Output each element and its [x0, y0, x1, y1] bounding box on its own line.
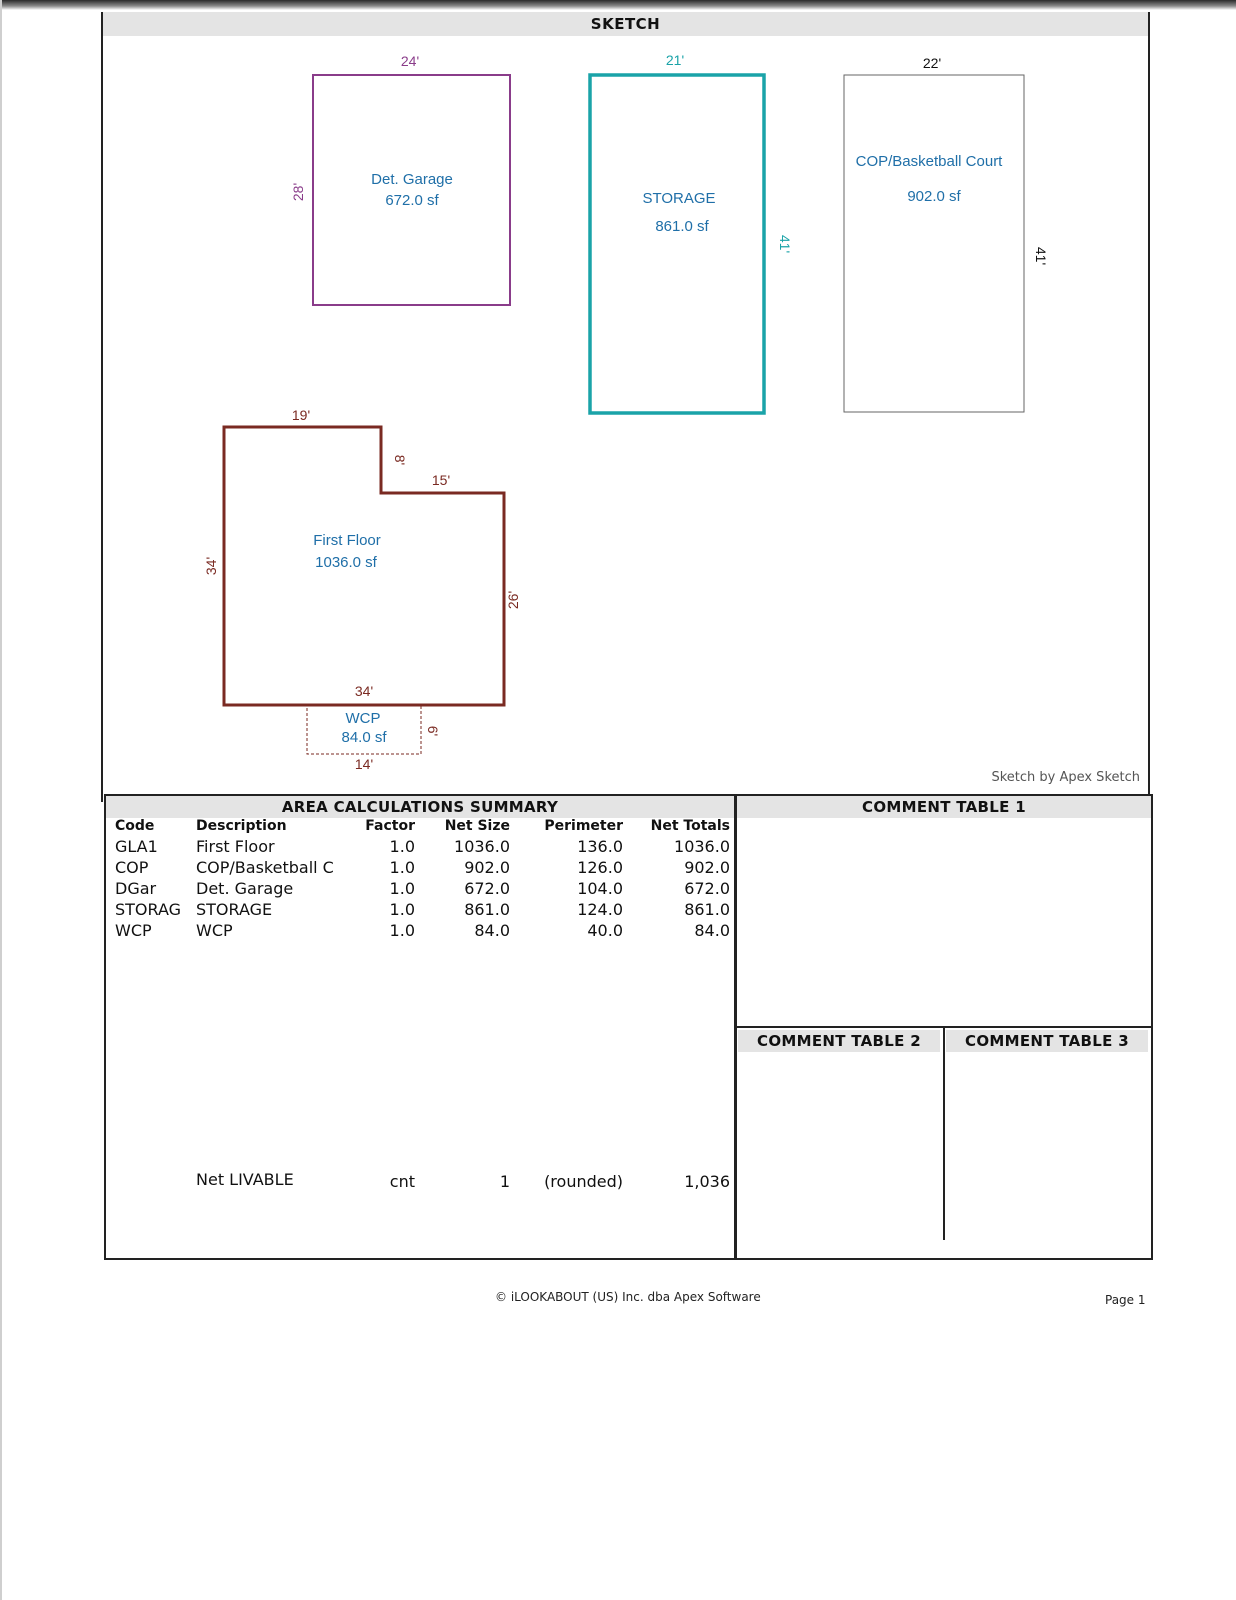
- row-factor: 1.0: [389, 837, 415, 856]
- row-factor: 1.0: [389, 921, 415, 940]
- cop-width-label: 22': [922, 55, 942, 71]
- net-livable-label: Net LIVABLE: [196, 1170, 294, 1189]
- row-net-total: 84.0: [694, 921, 730, 940]
- storage-outline: [590, 75, 764, 413]
- col-net-size: Net Size: [444, 818, 510, 834]
- row-net-size: 672.0: [464, 879, 510, 898]
- wcp-depth-label: 6': [425, 725, 441, 737]
- first-floor-bottom-label: 34': [354, 683, 374, 699]
- row-factor: 1.0: [389, 900, 415, 919]
- first-floor-notch-label: 8': [392, 454, 408, 466]
- garage-area: [290, 53, 510, 305]
- first-floor-right-label: 26': [505, 590, 521, 610]
- sketch-title: SKETCH: [103, 12, 1148, 36]
- row-code: STORAG: [115, 900, 182, 919]
- garage-name-label: Det. Garage: [371, 171, 453, 188]
- col-code: Code: [115, 818, 155, 834]
- footer-page-number: Page 1: [1105, 1293, 1146, 1307]
- net-livable-cnt-label: cnt: [389, 1172, 415, 1191]
- first-floor-name-label: First Floor: [313, 532, 381, 549]
- storage-width-label: 21': [665, 52, 685, 68]
- row-net-total: 1036.0: [674, 837, 730, 856]
- row-net-size: 861.0: [464, 900, 510, 919]
- area-table-title: AREA CALCULATIONS SUMMARY: [106, 796, 734, 818]
- net-livable-total: 1,036: [684, 1172, 730, 1191]
- row-description: First Floor: [196, 837, 275, 856]
- col-perimeter: Perimeter: [544, 818, 623, 834]
- row-description: Det. Garage: [196, 879, 294, 898]
- row-net-total: 861.0: [684, 900, 730, 919]
- row-perimeter: 136.0: [577, 837, 623, 856]
- garage-width-label: 24': [400, 53, 420, 69]
- col-net-totals: Net Totals: [650, 818, 730, 834]
- cop-area: [844, 55, 1049, 412]
- row-net-total: 672.0: [684, 879, 730, 898]
- net-livable-rounded: (rounded): [544, 1172, 623, 1191]
- first-floor-area-label: 1036.0 sf: [315, 554, 377, 571]
- first-floor-area: [203, 407, 521, 705]
- storage-area: [590, 52, 793, 413]
- first-floor-top-label: 19': [291, 407, 311, 423]
- row-description: WCP: [196, 921, 233, 940]
- row-perimeter: 40.0: [587, 921, 623, 940]
- row-description: COP/Basketball C: [196, 858, 334, 877]
- comment-divider-vertical: [943, 1026, 945, 1240]
- row-code: WCP: [115, 921, 152, 940]
- sketch-credit: Sketch by Apex Sketch: [991, 770, 1140, 785]
- cop-name-label: COP/Basketball Court: [855, 153, 1003, 170]
- cop-area-label: 902.0 sf: [907, 188, 961, 205]
- col-factor: Factor: [365, 818, 415, 834]
- garage-outline: [313, 75, 510, 305]
- garage-depth-label: 28': [290, 182, 306, 202]
- cop-outline: [844, 75, 1024, 412]
- cop-depth-label: 41': [1033, 246, 1049, 266]
- col-description: Description: [196, 818, 287, 834]
- first-floor-left-label: 34': [203, 556, 219, 576]
- row-factor: 1.0: [389, 858, 415, 877]
- wcp-area-label: 84.0 sf: [341, 729, 387, 746]
- row-description: STORAGE: [196, 900, 273, 919]
- row-code: GLA1: [115, 837, 158, 856]
- comment-table-2-title: COMMENT TABLE 2: [738, 1030, 940, 1052]
- row-net-size: 902.0: [464, 858, 510, 877]
- wcp-name-label: WCP: [345, 710, 381, 727]
- comment-table-3-title: COMMENT TABLE 3: [946, 1030, 1148, 1052]
- wcp-width-label: 14': [354, 756, 374, 772]
- row-net-size: 1036.0: [454, 837, 510, 856]
- storage-area-label: 861.0 sf: [655, 218, 709, 235]
- row-code: COP: [115, 858, 149, 877]
- row-net-total: 902.0: [684, 858, 730, 877]
- comment-table-1-title: COMMENT TABLE 1: [737, 796, 1151, 818]
- row-perimeter: 104.0: [577, 879, 623, 898]
- first-floor-step-label: 15': [431, 472, 451, 488]
- net-livable-cnt: 1: [499, 1172, 510, 1191]
- row-factor: 1.0: [389, 879, 415, 898]
- wcp-area: [307, 705, 441, 772]
- storage-depth-label: 41': [777, 234, 793, 254]
- row-perimeter: 126.0: [577, 858, 623, 877]
- storage-name-label: STORAGE: [642, 190, 716, 207]
- row-net-size: 84.0: [474, 921, 510, 940]
- row-perimeter: 124.0: [577, 900, 623, 919]
- row-code: DGar: [115, 879, 157, 898]
- garage-area-label: 672.0 sf: [385, 192, 439, 209]
- footer-copyright: © iLOOKABOUT (US) Inc. dba Apex Software: [495, 1290, 761, 1304]
